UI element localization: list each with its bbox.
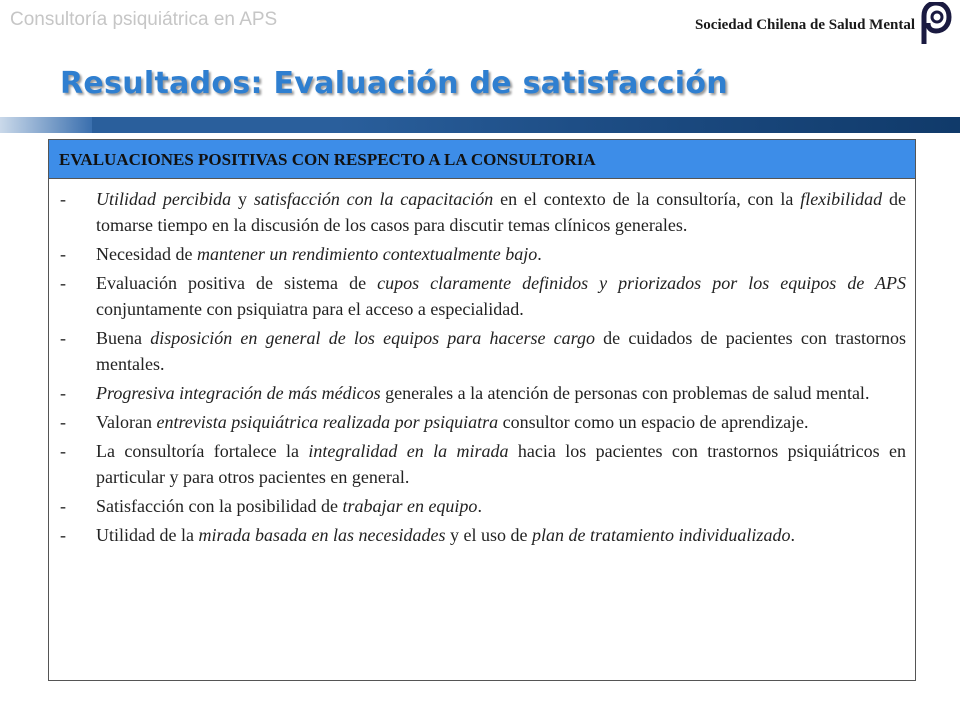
list-item <box>58 409 906 435</box>
bullet-dash: - <box>60 244 66 264</box>
plain-text: Satisfacción con la posibilidad de <box>96 496 343 516</box>
title-underline-fade <box>0 117 92 133</box>
list-item <box>58 186 906 238</box>
plain-text: hacia los pacientes con trastornos psiquiátricos en particular y para otros pacientes en general. <box>96 441 906 487</box>
bullet-dash: - <box>60 412 66 432</box>
list-item <box>58 380 906 406</box>
emphasis-text: Progresiva integración de más médicos <box>96 383 381 403</box>
plain-text: Buena <box>96 328 151 348</box>
emphasis-text: mirada basada en las necesidades <box>198 525 446 545</box>
emphasis-text: entrevista psiquiátrica realizada por psiquiatra <box>156 412 499 432</box>
plain-text: consultor como un espacio de aprendizaje. <box>498 412 809 432</box>
plain-text: Necesidad de <box>96 244 197 264</box>
emphasis-text: mantener un rendimiento contextualmente bajo <box>196 244 538 264</box>
organization-name: Sociedad Chilena de Salud Mental <box>694 17 915 33</box>
list-item <box>58 522 906 548</box>
plain-text: y <box>231 189 254 209</box>
plain-text: de cuidados de pacientes con trastornos mentales. <box>96 328 907 374</box>
emphasis-text: cupos claramente definidos y priorizados por los equipos de APS <box>377 273 907 293</box>
list-item <box>58 325 906 377</box>
emphasis-text: Utilidad percibida <box>96 189 232 209</box>
emphasis-text: integralidad en la mirada <box>308 441 509 461</box>
list-item <box>58 241 906 267</box>
plain-text: y el uso de <box>445 525 532 545</box>
presentation-topic: Consultoría psiquiátrica en APS <box>10 9 278 30</box>
society-logo-icon <box>916 2 952 46</box>
list-item-text <box>96 186 906 238</box>
list-item-text <box>96 270 906 322</box>
plain-text: generales a la atención de personas con problemas de salud mental. <box>380 383 870 403</box>
emphasis-text: plan de tratamiento individualizado <box>531 525 791 545</box>
plain-text: en el contexto de la consultoría, con la <box>493 189 801 209</box>
evaluation-box <box>48 139 916 681</box>
list-item-text <box>96 241 906 267</box>
plain-text: La consultoría fortalece la <box>96 441 309 461</box>
evaluation-list <box>49 179 915 548</box>
list-item-text <box>96 325 906 377</box>
emphasis-text: trabajar en equipo <box>342 496 478 516</box>
box-heading: EVALUACIONES POSITIVAS CON RESPECTO A LA CONSULTORIA <box>49 140 915 179</box>
plain-text: . <box>477 496 482 516</box>
list-item-text <box>96 438 906 490</box>
bullet-dash: - <box>60 328 66 348</box>
plain-text: Valoran <box>96 412 157 432</box>
list-item <box>58 438 906 490</box>
list-item <box>58 270 906 322</box>
plain-text: Evaluación positiva de sistema de <box>96 273 378 293</box>
emphasis-text: satisfacción con la capacitación <box>253 189 494 209</box>
plain-text: . <box>790 525 795 545</box>
bullet-dash: - <box>60 383 66 403</box>
plain-text: Utilidad de la <box>96 525 199 545</box>
list-item-text <box>96 522 906 548</box>
list-item-text <box>96 493 906 519</box>
bullet-dash: - <box>60 189 66 209</box>
slide-title: Resultados: Evaluación de satisfacción <box>60 66 728 101</box>
bullet-dash: - <box>60 496 66 516</box>
title-underline-bar <box>0 117 960 133</box>
emphasis-text: flexibilidad <box>800 189 883 209</box>
emphasis-text: disposición en general de los equipos para hacerse cargo <box>150 328 595 348</box>
list-item-text <box>96 380 906 406</box>
bullet-dash: - <box>60 441 66 461</box>
list-item <box>58 493 906 519</box>
bullet-dash: - <box>60 273 66 293</box>
plain-text: . <box>537 244 542 264</box>
plain-text: conjuntamente con psiquiatra para el acceso a especialidad. <box>96 299 524 319</box>
list-item-text <box>96 409 906 435</box>
plain-text: de tomarse tiempo en la discusión de los casos para discutir temas clínicos generales. <box>96 189 906 235</box>
bullet-dash: - <box>60 525 66 545</box>
